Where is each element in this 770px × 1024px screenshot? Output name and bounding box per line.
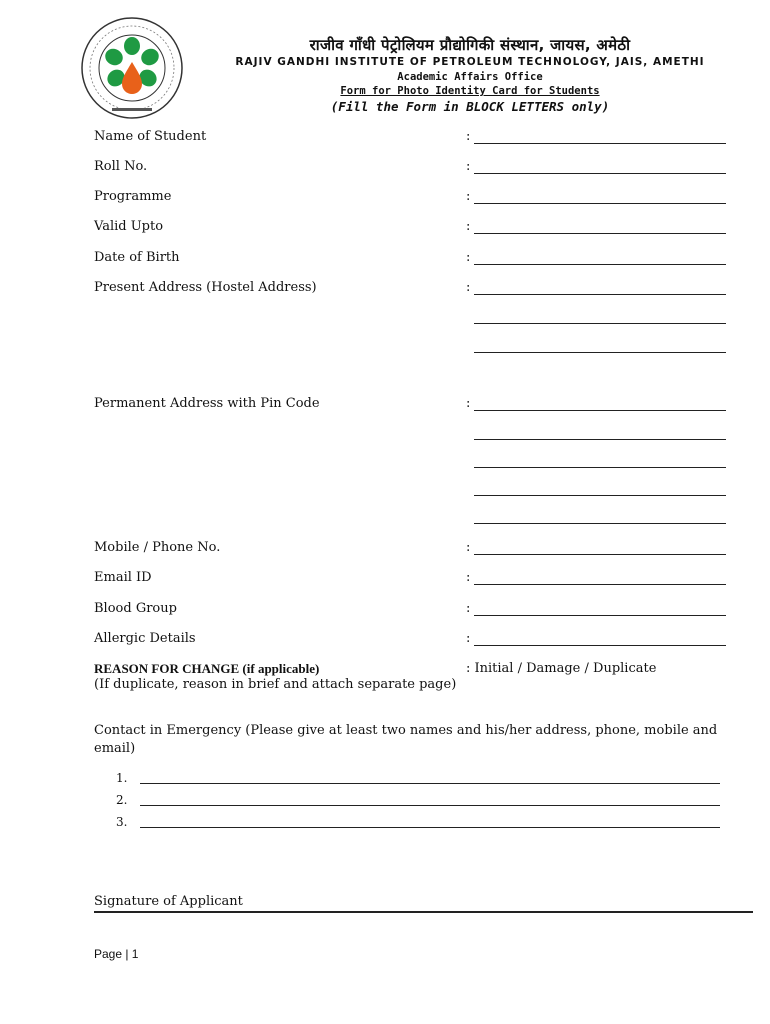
reason-note: (If duplicate, reason in brief and attach separate page) xyxy=(94,677,457,692)
mobile-blank-line[interactable] xyxy=(474,554,726,555)
field-label: Programme xyxy=(94,189,172,204)
field-label: Permanent Address with Pin Code xyxy=(94,396,320,411)
valid-upto-blank-line[interactable] xyxy=(474,233,726,234)
permanent-address-line-5[interactable] xyxy=(474,523,726,524)
field-colon: : xyxy=(466,396,471,411)
hindi-title: राजीव गाँधी पेट्रोलियम प्रौद्योगिकी संस्थान, जायस, अमेठी xyxy=(309,36,631,54)
emergency-number: 1. xyxy=(116,771,128,785)
field-label: Valid Upto xyxy=(94,219,164,234)
fill-instruction: (Fill the Form in BLOCK LETTERS only) xyxy=(330,99,610,114)
field-colon: : xyxy=(466,129,471,144)
institute-name: RAJIV GANDHI INSTITUTE OF PETROLEUM TECHNOLOGY, JAIS, AMETHI xyxy=(235,56,705,68)
present-address-line-2[interactable] xyxy=(474,323,726,324)
field-label: Present Address (Hostel Address) xyxy=(94,280,317,295)
signature-label: Signature of Applicant xyxy=(94,894,243,909)
field-label: Mobile / Phone No. xyxy=(94,540,221,555)
field-label: Blood Group xyxy=(94,601,177,616)
form-title: Form for Photo Identity Card for Students xyxy=(340,85,600,97)
field-colon: : xyxy=(466,631,471,646)
emergency-contact-line-2[interactable] xyxy=(140,805,720,806)
name-blank-line[interactable] xyxy=(474,143,726,144)
email-blank-line[interactable] xyxy=(474,584,726,585)
present-address-line-3[interactable] xyxy=(474,352,726,353)
reason-options: : Initial / Damage / Duplicate xyxy=(466,661,657,676)
dob-blank-line[interactable] xyxy=(474,264,726,265)
field-colon: : xyxy=(466,280,471,295)
field-colon: : xyxy=(466,601,471,616)
field-colon: : xyxy=(466,189,471,204)
emergency-instruction: Contact in Emergency (Please give at least two names and his/her address, phone, mobile and email) xyxy=(94,723,718,756)
roll-no-blank-line[interactable] xyxy=(474,173,726,174)
present-address-line-1[interactable] xyxy=(474,294,726,295)
blood-group-blank-line[interactable] xyxy=(474,615,726,616)
field-label: Roll No. xyxy=(94,159,148,174)
permanent-address-line-1[interactable] xyxy=(474,410,726,411)
field-colon: : xyxy=(466,219,471,234)
field-label: Email ID xyxy=(94,570,152,585)
permanent-address-line-3[interactable] xyxy=(474,467,726,468)
signature-rule xyxy=(94,911,753,913)
field-label: Date of Birth xyxy=(94,250,180,265)
emergency-contact-line-1[interactable] xyxy=(140,783,720,784)
emergency-number: 2. xyxy=(116,793,128,807)
field-colon: : xyxy=(466,570,471,585)
office-name: Academic Affairs Office xyxy=(397,71,543,83)
field-colon: : xyxy=(466,250,471,265)
field-colon: : xyxy=(466,540,471,555)
allergic-blank-line[interactable] xyxy=(474,645,726,646)
permanent-address-line-4[interactable] xyxy=(474,495,726,496)
field-label: Allergic Details xyxy=(94,631,196,646)
field-colon: : xyxy=(466,159,471,174)
emergency-contact-line-3[interactable] xyxy=(140,827,720,828)
field-label: Name of Student xyxy=(94,129,207,144)
permanent-address-line-2[interactable] xyxy=(474,439,726,440)
page-number: Page | 1 xyxy=(94,947,139,961)
emergency-number: 3. xyxy=(116,815,128,829)
programme-blank-line[interactable] xyxy=(474,203,726,204)
reason-title: REASON FOR CHANGE (if applicable) xyxy=(94,661,320,676)
